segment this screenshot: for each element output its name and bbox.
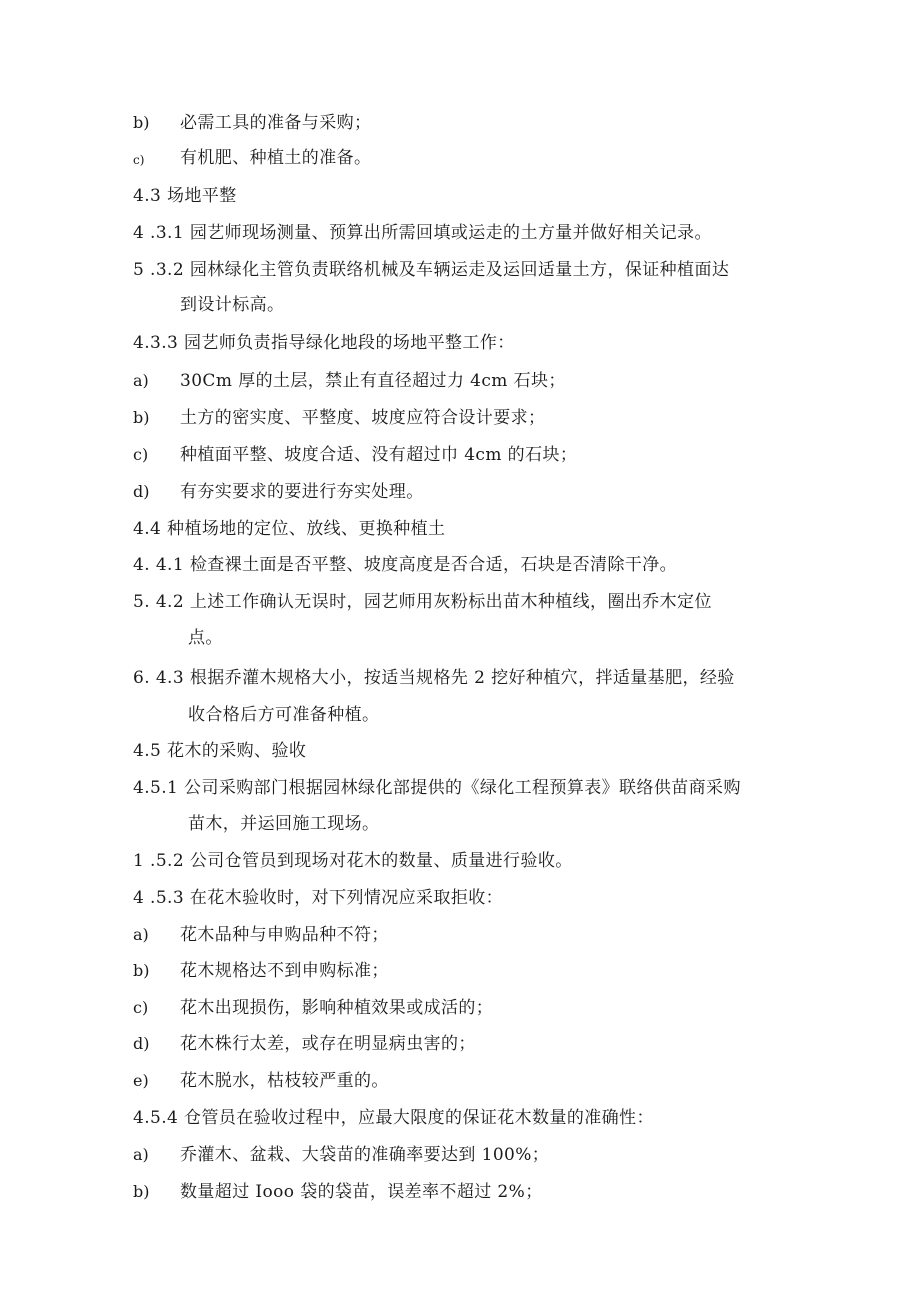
paragraph-line: 6. 4.3 根据乔灌木规格大小，按适当规格先 2 挖好种植穴，拌适量基肥，经验 bbox=[133, 668, 735, 688]
list-item-text: 有机肥、种植土的准备。 bbox=[180, 148, 372, 168]
list-item-text: 花木脱水，枯枝较严重的。 bbox=[180, 1071, 389, 1091]
paragraph-continuation: 点。 bbox=[188, 628, 223, 648]
list-item-text: 花木规格达不到申购标准； bbox=[180, 961, 389, 981]
paragraph-line: 4.5.1 公司采购部门根据园林绿化部提供的《绿化工程预算表》联络供苗商采购 bbox=[133, 778, 741, 798]
list-marker: e) bbox=[133, 1071, 149, 1090]
list-item-text: 30Cm 厚的土层，禁止有直径超过力 4cm 石块； bbox=[180, 371, 566, 391]
paragraph-continuation: 到设计标高。 bbox=[180, 295, 285, 315]
list-marker: b) bbox=[133, 113, 150, 132]
list-marker: d) bbox=[133, 1034, 150, 1053]
list-item-text: 种植面平整、坡度合适、没有超过巾 4cm 的石块； bbox=[180, 445, 578, 465]
section-heading: 4.4 种植场地的定位、放线、更换种植土 bbox=[133, 519, 446, 539]
paragraph-continuation: 苗木，并运回施工现场。 bbox=[188, 814, 380, 834]
list-item-text: 土方的密实度、平整度、坡度应符合设计要求； bbox=[180, 408, 546, 428]
paragraph-line: 5. 4.2 上述工作确认无误时，园艺师用灰粉标出苗木种植线，圈出乔木定位 bbox=[133, 592, 712, 612]
list-marker: c) bbox=[133, 445, 149, 464]
list-marker: c) bbox=[133, 998, 149, 1017]
list-marker: b) bbox=[133, 1182, 150, 1201]
paragraph-line: 5 .3.2 园林绿化主管负责联络机械及车辆运走及运回适量土方，保证种植面达 bbox=[133, 260, 730, 280]
list-marker: b) bbox=[133, 961, 150, 980]
list-item-text: 花木出现损伤，影响种植效果或成活的； bbox=[180, 998, 494, 1018]
list-marker: a) bbox=[133, 371, 149, 390]
list-item-text: 花木株行太差，或存在明显病虫害的； bbox=[180, 1034, 476, 1054]
list-item-text: 乔灌木、盆栽、大袋苗的准确率要达到 100%； bbox=[180, 1145, 550, 1165]
list-item-text: 有夯实要求的要进行夯实处理。 bbox=[180, 482, 424, 502]
list-marker: a) bbox=[133, 925, 149, 944]
paragraph-line: 4. 4.1 检查裸土面是否平整、坡度高度是否合适，石块是否清除干净。 bbox=[133, 555, 678, 575]
paragraph-line: 4 .3.1 园艺师现场测量、预算出所需回填或运走的土方量并做好相关记录。 bbox=[133, 223, 712, 243]
list-marker: a) bbox=[133, 1145, 149, 1164]
paragraph-line: 4 .5.3 在花木验收时，对下列情况应采取拒收： bbox=[133, 888, 504, 908]
list-item-text: 必需工具的准备与采购； bbox=[180, 113, 372, 133]
section-heading: 4.5 花木的采购、验收 bbox=[133, 741, 307, 761]
paragraph-continuation: 收合格后方可准备种植。 bbox=[188, 705, 380, 725]
list-marker: c) bbox=[133, 153, 145, 167]
list-marker: d) bbox=[133, 482, 150, 501]
list-item-text: 花木品种与申购品种不符； bbox=[180, 925, 389, 945]
list-marker: b) bbox=[133, 408, 150, 427]
paragraph-line: 4.5.4 仓管员在验收过程中，应最大限度的保证花木数量的准确性： bbox=[133, 1108, 654, 1128]
section-heading: 4.3 场地平整 bbox=[133, 186, 237, 206]
paragraph-line: 1 .5.2 公司仓管员到现场对花木的数量、质量进行验收。 bbox=[133, 851, 573, 871]
list-item-text: 数量超过 Iooo 袋的袋苗，误差率不超过 2%； bbox=[180, 1182, 543, 1202]
paragraph-line: 4.3.3 园艺师负责指导绿化地段的场地平整工作： bbox=[133, 333, 515, 353]
